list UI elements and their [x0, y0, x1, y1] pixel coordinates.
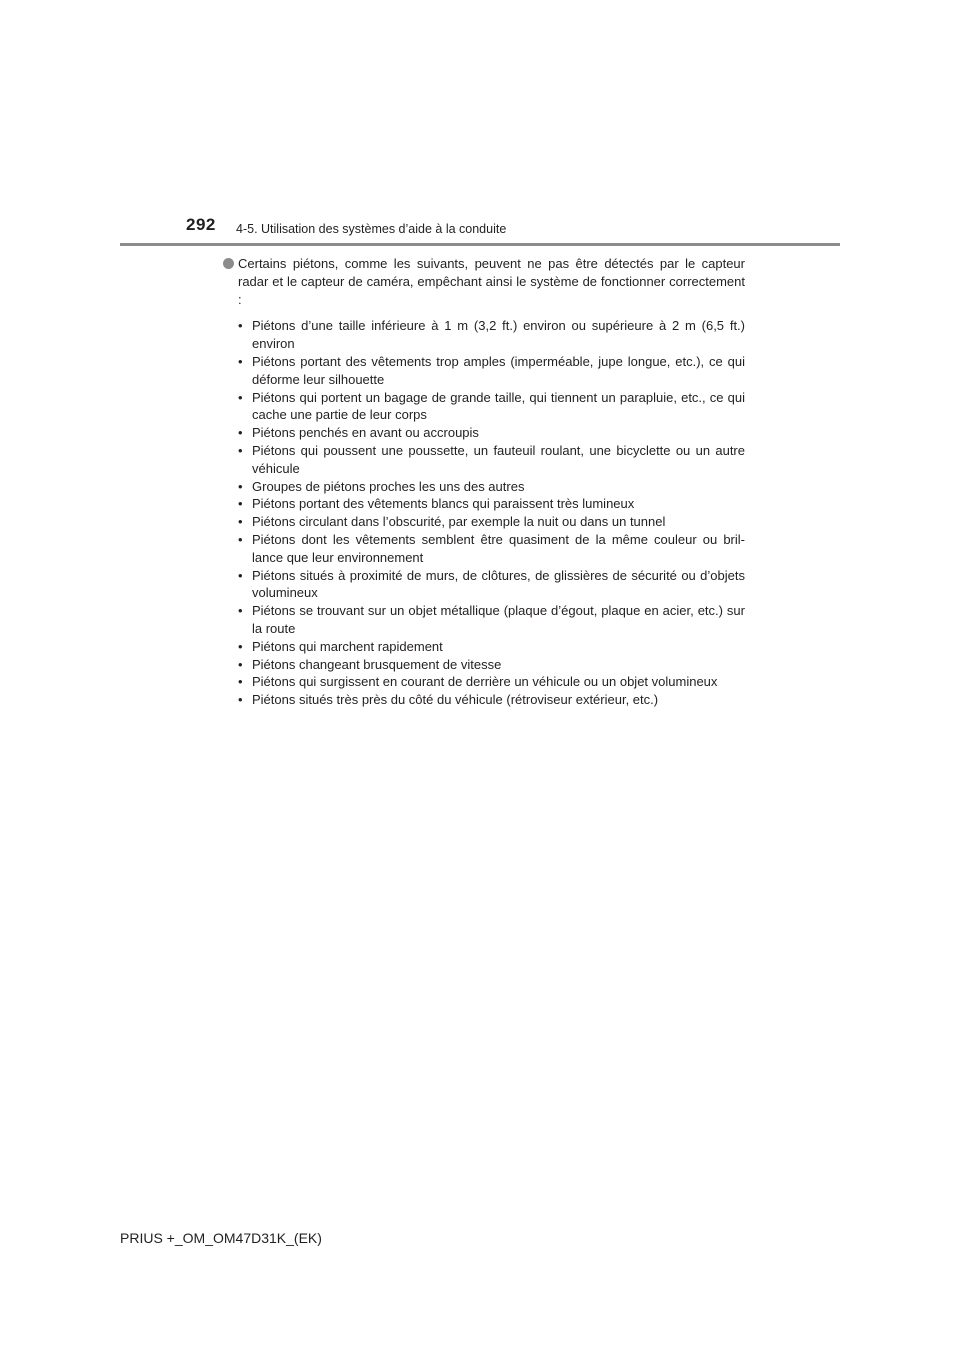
section-title: 4-5. Utilisation des systèmes d’aide à la conduite	[236, 222, 507, 236]
list-item-text: Piétons penchés en avant ou accroupis	[252, 425, 479, 441]
bullet-dot-icon: •	[238, 638, 243, 654]
list-item-text: Piétons qui marchent rapidement	[252, 638, 443, 654]
page-number: 292	[186, 215, 216, 234]
bullet-dot-icon: •	[238, 531, 243, 547]
list-item-text: Piétons qui poussent une poussette, un fauteuil roulant, une bicyclette ou un autre véhicule	[252, 442, 745, 476]
list-item	[238, 424, 745, 442]
list-item	[238, 478, 745, 496]
list-item	[238, 389, 745, 425]
list-item-text: Piétons qui surgissent en courant de derrière un véhicule ou un objet volumineux	[252, 674, 718, 690]
list-item	[238, 691, 745, 709]
bullet-dot-icon: •	[238, 425, 243, 441]
list-item	[238, 638, 745, 656]
bullet-dot-icon: •	[238, 603, 243, 619]
intro-text: Certains piétons, comme les suivants, peuvent ne pas être détectés par le capteur radar et le capteur de caméra, empêchant ainsi le système de fonctionner correctement :	[238, 256, 745, 307]
list-item	[238, 673, 745, 691]
list-item	[238, 353, 745, 389]
bullet-dot-icon: •	[238, 514, 243, 530]
bullet-dot-icon: •	[238, 318, 243, 334]
bullet-dot-icon: •	[238, 692, 243, 708]
list-item	[238, 317, 745, 353]
list-item-text: Piétons situés à proximité de murs, de clôtures, de glissières de sécurité ou d’objets volumineux	[252, 567, 745, 601]
list-item-text: Piétons portant des vêtements blancs qui paraissent très lumineux	[252, 496, 635, 512]
bullet-dot-icon: •	[238, 353, 243, 369]
list-item-text: Piétons circulant dans l’obscurité, par exemple la nuit ou dans un tunnel	[252, 514, 666, 530]
bullet-dot-icon: •	[238, 567, 243, 583]
page-content	[222, 255, 745, 709]
bullet-dot-icon: •	[238, 442, 243, 458]
list-item	[238, 602, 745, 638]
list-item-text: Piétons situés très près du côté du véhicule (rétroviseur extérieur, etc.)	[252, 692, 659, 708]
list-item	[238, 442, 745, 478]
bullet-dot-icon: •	[238, 496, 243, 512]
header-rule	[120, 243, 840, 246]
bullet-dot-icon: •	[238, 478, 243, 494]
list-item	[238, 567, 745, 603]
list-item	[238, 513, 745, 531]
intro-paragraph	[222, 255, 745, 308]
list-item-text: Piétons se trouvant sur un objet métallique (plaque d’égout, plaque en acier, etc.) sur la route	[252, 603, 745, 636]
bullet-dot-icon: •	[238, 674, 243, 690]
list-item	[238, 656, 745, 674]
list-item-text: Groupes de piétons proches les uns des autres	[252, 478, 525, 494]
list-item-text: Piétons changeant brusquement de vitesse	[252, 656, 502, 672]
list-item	[238, 531, 745, 567]
list-item-text: Piétons qui portent un bagage de grande taille, qui tiennent un parapluie, etc., ce qui cache une partie de leur corps	[252, 389, 745, 423]
list-item	[238, 495, 745, 513]
list-item-text: Piétons d’une taille inférieure à 1 m (3,2 ft.) environ ou supérieure à 2 m (6,5 ft.) environ	[252, 318, 745, 352]
bullet-dot-icon: •	[238, 389, 243, 405]
document-code: PRIUS +_OM_OM47D31K_(EK)	[120, 1230, 322, 1246]
list-item-text: Piétons portant des vêtements trop amples (imperméable, jupe longue, etc.), ce qui déforme leur silhouette	[252, 353, 745, 387]
circle-bullet-icon	[223, 258, 234, 269]
pedestrian-list	[222, 317, 745, 709]
bullet-dot-icon: •	[238, 656, 243, 672]
list-item-text: Piétons dont les vêtements semblent être quasiment de la même couleur ou bril-lance que leur environnement	[252, 531, 745, 565]
